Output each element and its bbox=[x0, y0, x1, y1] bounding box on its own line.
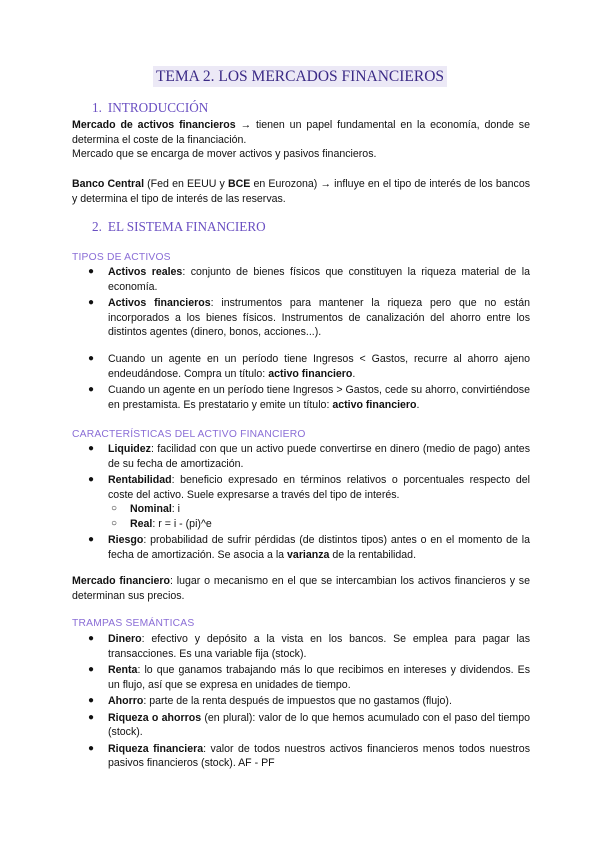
subheading-tipos-activos: TIPOS DE ACTIVOS bbox=[72, 252, 171, 263]
section-heading-sistema-financiero: 2. EL SISTEMA FINANCIERO bbox=[92, 219, 266, 234]
list-item: ● Activos reales: conjunto de bienes físicos que constituyen la riqueza material de la economía. bbox=[88, 266, 530, 293]
list-item: ○ Real: r = i - (pi)^e bbox=[111, 517, 212, 530]
list-item: ● Ahorro: parte de la renta después de impuestos que no gastamos (flujo). bbox=[88, 695, 452, 707]
list-item: ○ Nominal: i bbox=[111, 503, 181, 515]
list-item: ● Cuando un agente en un período tiene Ingresos > Gastos, cede su ahorro, convirtiéndose en prestamista. Es prestatario y emite un título: activo financiero. bbox=[88, 384, 530, 411]
list-item: ● Rentabilidad: beneficio expresado en términos relativos o porcentuales respecto del coste del activo. Suele expresarse a través del tipo de interés. ○ Nominal: i ○ Real: r = i - (pi)^e bbox=[88, 474, 530, 530]
tipos-activos-list bbox=[72, 265, 530, 340]
agentes-list bbox=[72, 352, 530, 412]
list-item: ● Liquidez: facilidad con que un activo puede convertirse en dinero (medio de pago) antes de su fecha de amortización. bbox=[88, 443, 530, 470]
intro-paragraph-1: Mercado de activos financieros → tienen un papel fundamental en la economía, donde se determina el coste de la financiación. Mercado que se encarga de mover activos y pasivos financieros. bbox=[72, 119, 530, 160]
list-item: ● Dinero: efectivo y depósito a la vista en los bancos. Se emplea para pagar las transacciones. Es una variable fija (stock). bbox=[88, 633, 530, 660]
subheading-caracteristicas: CARACTERÍSTICAS DEL ACTIVO FINANCIERO bbox=[72, 429, 306, 440]
trampas-list bbox=[72, 632, 530, 771]
section-heading-introduccion: 1. INTRODUCCIÓN bbox=[92, 100, 209, 115]
intro-paragraph-banco-central: Banco Central (Fed en EEUU y BCE en Eurozona) → influye en el tipo de interés de los bancos y determina el tipo de interés de las reservas. bbox=[72, 178, 531, 205]
mercado-financiero-paragraph: Mercado financiero: lugar o mecanismo en el que se intercambian los activos financieros y se determinan sus precios. bbox=[72, 575, 530, 602]
list-item: ● Riqueza o ahorros (en plural): valor de lo que hemos acumulado con el paso del tiempo (stock). bbox=[88, 711, 530, 738]
page-title: TEMA 2. LOS MERCADOS FINANCIEROS bbox=[0, 70, 600, 86]
rentabilidad-sublist bbox=[108, 502, 530, 531]
caracteristicas-list bbox=[72, 442, 530, 562]
list-item: ● Cuando un agente en un período tiene Ingresos < Gastos, recurre al ahorro ajeno endeudándose. Compra un título: activo financiero. bbox=[88, 353, 530, 380]
list-item: ● Riesgo: probabilidad de sufrir pérdidas (de distintos tipos) antes o en el momento de la fecha de amortización. Se asocia a la varianza de la rentabilidad. bbox=[88, 534, 530, 561]
list-item: ● Activos financieros: instrumentos para mantener la riqueza pero que no están incorporados a los bienes físicos. Instrumentos de canalización del ahorro entre los distintos agentes (dinero, bonos, acciones...). bbox=[88, 297, 531, 338]
list-item: ● Riqueza financiera: valor de todos nuestros activos financieros menos todos nuestros pasivos financieros (stock). AF - PF bbox=[88, 742, 530, 769]
list-item: ● Renta: lo que ganamos trabajando más lo que recibimos en intereses y dividendos. Es un flujo, así que se expresa en unidades de tiempo. bbox=[88, 664, 530, 691]
subheading-trampas-semanticas: TRAMPAS SEMÁNTICAS bbox=[72, 618, 195, 629]
